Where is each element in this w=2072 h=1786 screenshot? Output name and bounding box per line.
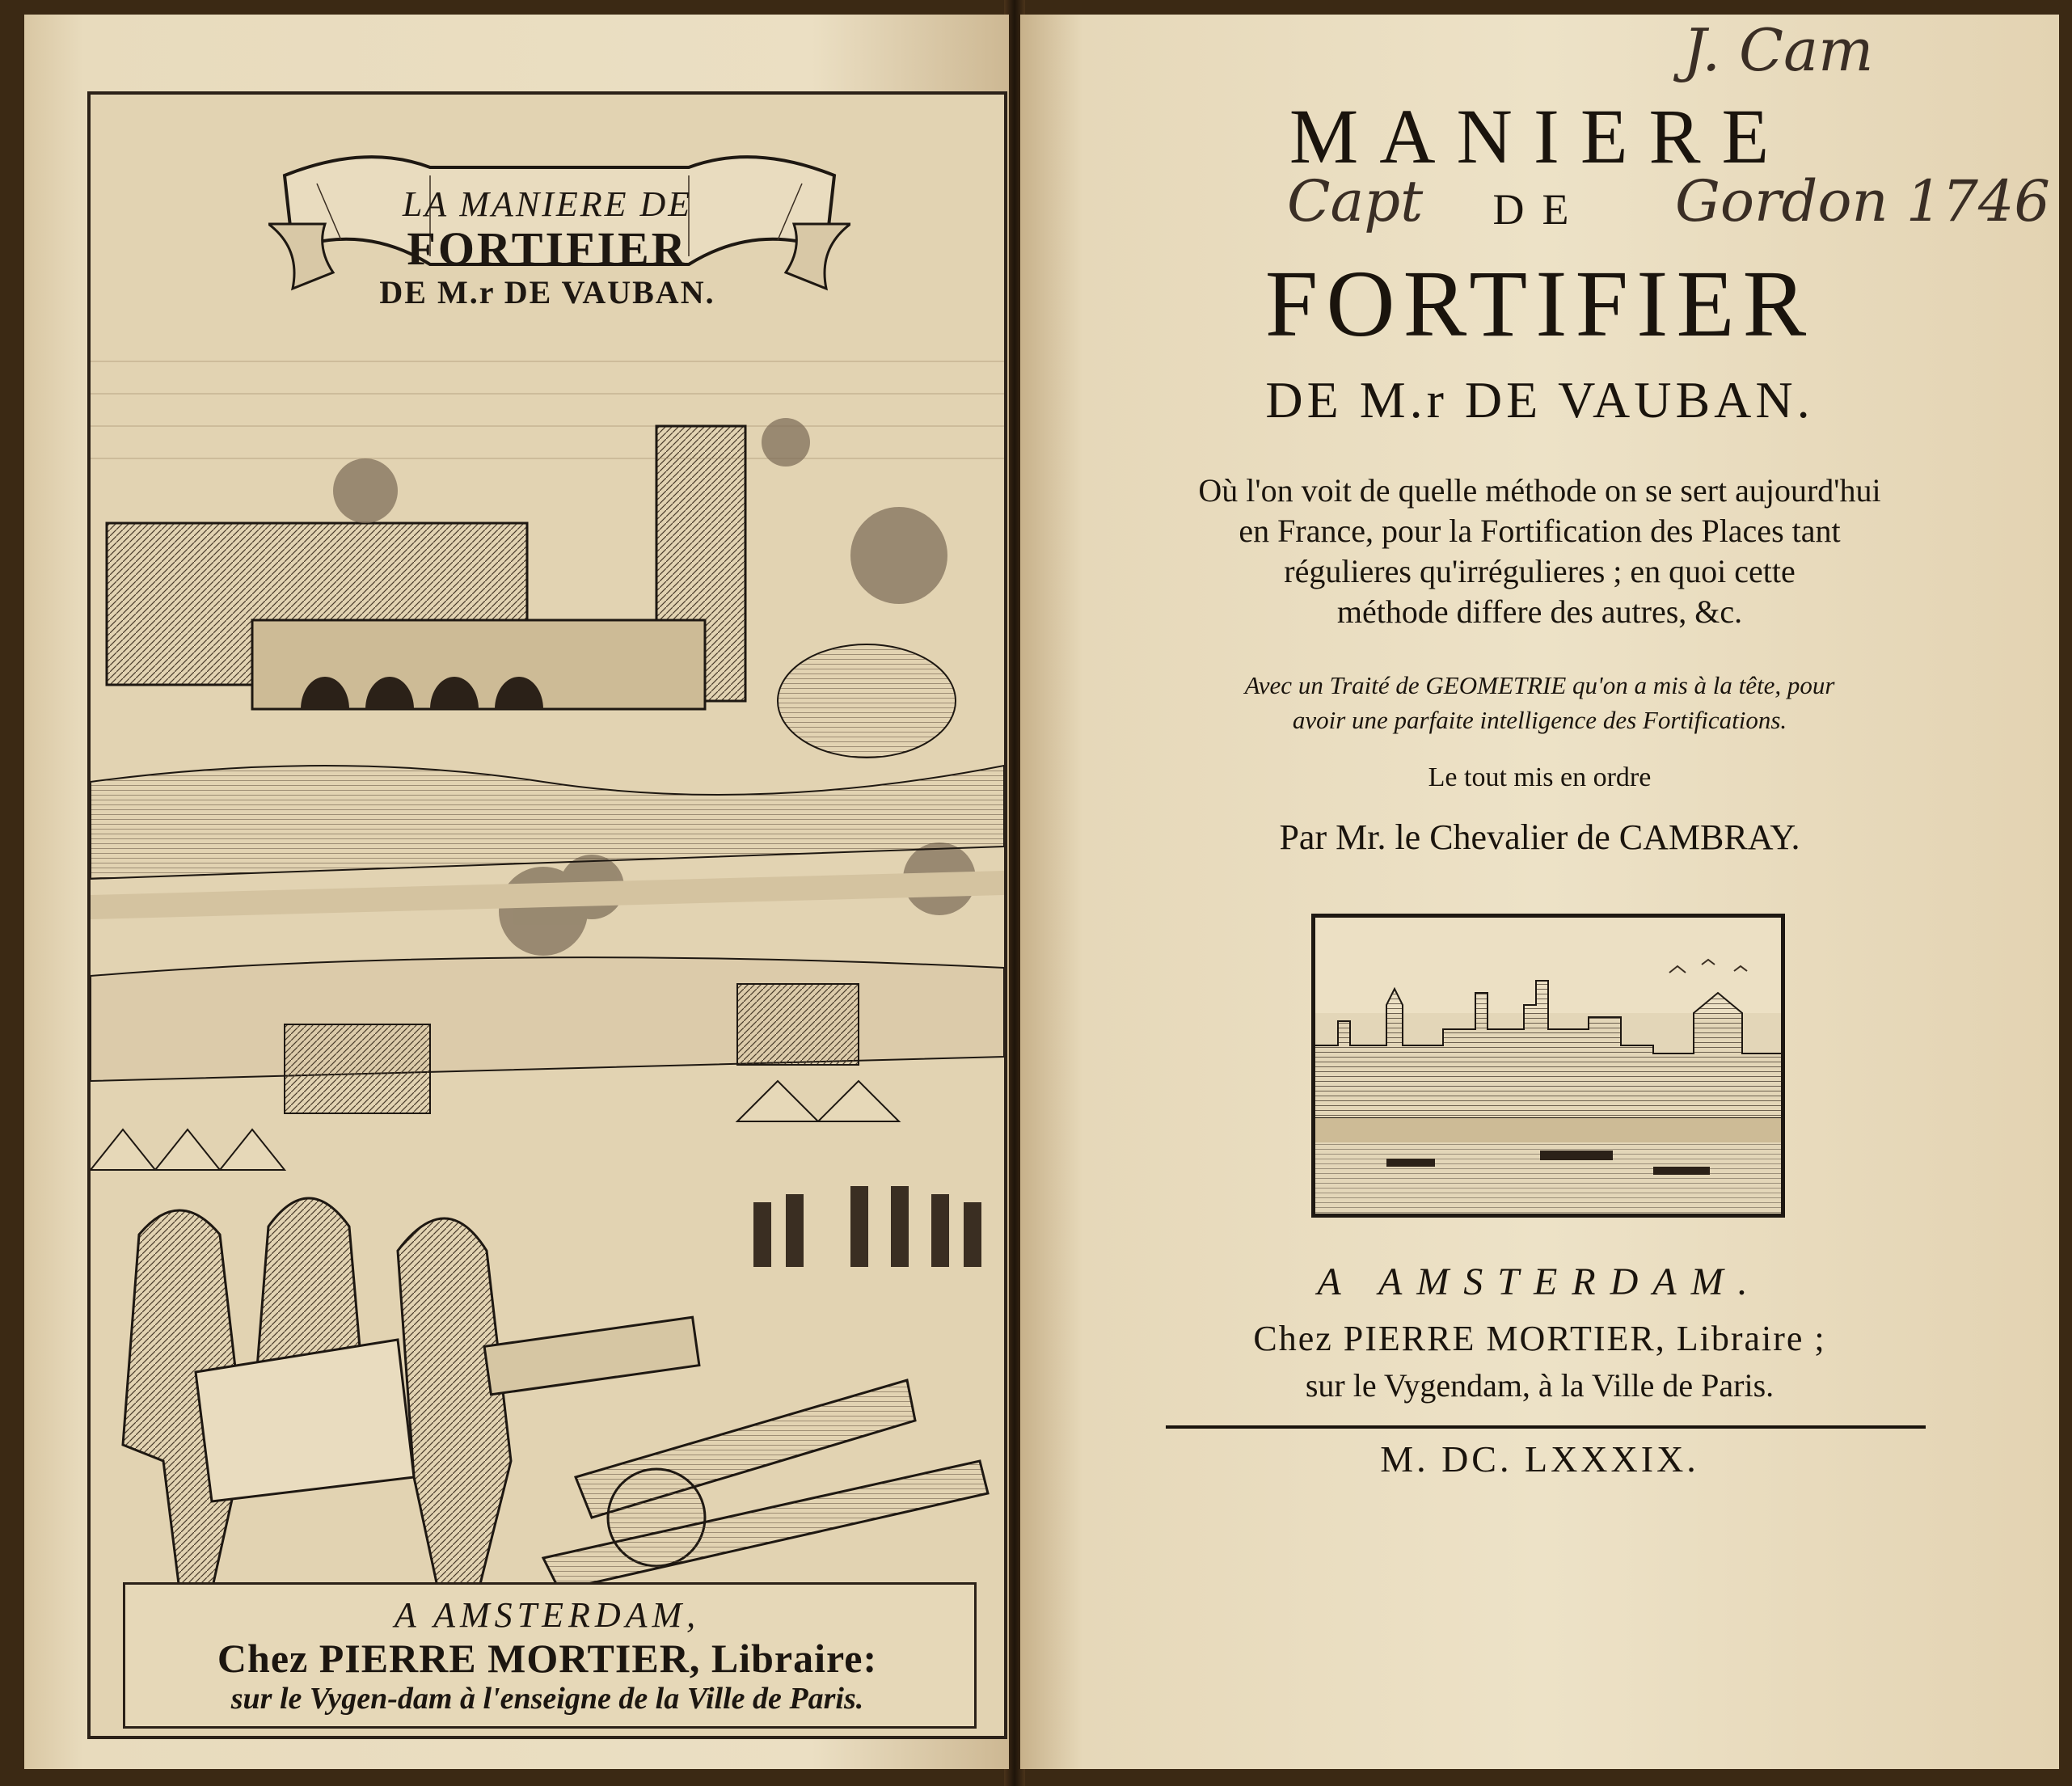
treatise-line-2: avoir une parfaite intelligence des Fortifications. bbox=[1292, 706, 1787, 734]
publication-year: M. DC. LXXXIX. bbox=[1380, 1438, 1699, 1480]
subtitle-line-2: en France, pour la Fortification des Places tant bbox=[1239, 513, 1841, 549]
handwritten-owner-b: Gordon 1746 bbox=[1675, 168, 2050, 234]
city-view-woodcut bbox=[1311, 914, 1785, 1218]
engraving-imprint-city: A AMSTERDAM, bbox=[394, 1595, 701, 1635]
imprint-city: A AMSTERDAM. bbox=[1317, 1260, 1762, 1303]
imprint-rule bbox=[1166, 1425, 1926, 1429]
engraving-title-line3: DE M.r DE VAUBAN. bbox=[379, 274, 715, 310]
engraving-imprint-publisher: Chez PIERRE MORTIER, Libraire: bbox=[217, 1636, 878, 1681]
handwritten-owner-a: Capt bbox=[1287, 168, 1424, 234]
engraving-title-line1: LA MANIERE DE bbox=[402, 184, 693, 224]
arranged-line: Le tout mis en ordre bbox=[1428, 762, 1652, 792]
imprint-publisher: Chez PIERRE MORTIER, Libraire ; bbox=[1253, 1319, 1826, 1358]
title-line-fortifier: FORTIFIER bbox=[1264, 251, 1815, 357]
author-line: Par Mr. le Chevalier de CAMBRAY. bbox=[1279, 817, 1800, 857]
handwritten-note-top: J. Cam bbox=[1683, 16, 1874, 84]
frontispiece-page bbox=[24, 15, 1009, 1769]
siege-scene-illustration bbox=[91, 329, 1004, 1590]
title-page bbox=[1020, 15, 2059, 1769]
engraving-title bbox=[91, 184, 1004, 311]
imprint-address: sur le Vygendam, à la Ville de Paris. bbox=[1305, 1367, 1774, 1404]
title-line-de: DE bbox=[1492, 185, 1587, 234]
title-line-vauban: DE M.r DE VAUBAN. bbox=[1265, 371, 1814, 429]
title-line-maniere: MANIERE bbox=[1289, 93, 1791, 179]
engraving-imprint bbox=[91, 1594, 1004, 1716]
subtitle-line-4: méthode differe des autres, &c. bbox=[1336, 593, 1743, 630]
engraving-imprint-address: sur le Vygen-dam à l'enseigne de la Ville de Paris. bbox=[230, 1682, 864, 1716]
treatise-line-1: Avec un Traité de GEOMETRIE qu'on a mis à la tête, pour bbox=[1244, 671, 1835, 699]
engraving-plate bbox=[87, 91, 1007, 1739]
subtitle-line-1: Où l'on voit de quelle méthode on se sert aujourd'hui bbox=[1198, 472, 1881, 509]
subtitle-line-3: régulieres qu'irrégulieres ; en quoi cette bbox=[1284, 553, 1796, 589]
engraving-title-line2: FORTIFIER bbox=[407, 222, 688, 275]
